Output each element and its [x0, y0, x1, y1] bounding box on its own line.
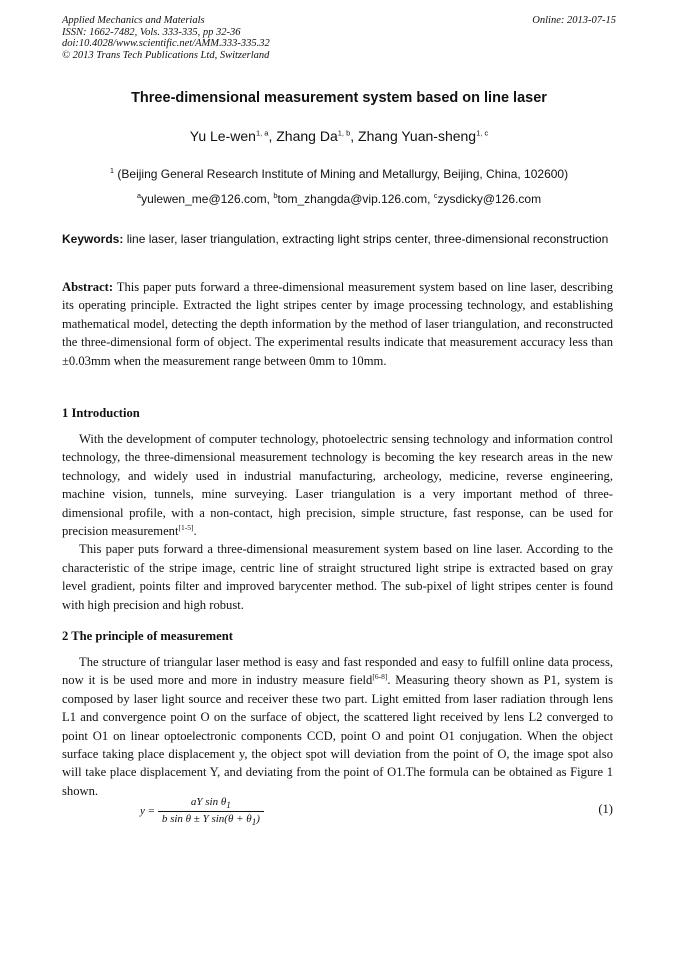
citation: [1-5] [178, 522, 194, 532]
numerator-sub: 1 [226, 800, 231, 811]
section-heading: 2 The principle of measurement [62, 629, 233, 643]
abstract-label: Abstract: [62, 280, 114, 294]
journal-header [62, 15, 270, 61]
author-sup: 1, a [255, 128, 269, 138]
equation-fraction [158, 796, 264, 827]
journal-name: Applied Mechanics and Materials [62, 15, 205, 26]
email-link[interactable]: tom_zhangda@vip.126.com [277, 192, 428, 206]
citation: [6-8] [372, 672, 388, 682]
paragraph [62, 430, 613, 540]
equation-denominator [158, 812, 264, 827]
paragraph-text: With the development of computer technology, photoelectric sensing technology and information control technology, the three-dimensional measurement technology is becoming the key research areas in the new technology, and widely used in industrial manufacturing, archeology, medicine, reverse engineering, machine vision, tunnels, mine surveying. Laser triangulation is a very important method of three-dimensional profile, with a non-contact, high precision, simple structure, fast response, can be used for precision measurement [62, 432, 613, 539]
abstract-text: This paper puts forward a three-dimensional measurement system based on line laser, describing its operating principle. Extracted the light stripes center by image processing technology, and establishing mathematical model, detecting the depth information by the method of laser triangulation, and reconstructed the three-dimensional form of object. The experimental results indicate that measurement accuracy less than ±0.03mm when the measurement range between 0mm to 10mm. [62, 280, 613, 368]
denominator-text: b sin θ ± Y sin(θ + θ [161, 813, 252, 826]
equation-number: (1) [598, 802, 613, 816]
numerator-text: aY sin θ [190, 796, 227, 808]
keywords-block [62, 230, 613, 248]
equation-lhs: y = [140, 805, 156, 818]
author-name: Zhang Yuan-sheng [358, 128, 477, 144]
email-sup: b [273, 191, 278, 200]
equation-numerator [158, 796, 264, 812]
author-sup: 1, b [337, 128, 351, 138]
affiliation-text: (Beijing General Research Institute of Mining and Metallurgy, Beijing, China, 102600) [117, 167, 569, 181]
paragraph-tail: . [193, 524, 197, 539]
author-sup: 1, c [476, 128, 489, 138]
affiliation-sup: 1 [109, 166, 115, 175]
doi-line: doi:10.4028/www.scientific.net/AMM.333-335.32 [62, 38, 270, 49]
author-list: Yu Le-wen$^{1, a}$, Zhang Da$^{1, b}$, Zhang Yuan-sheng$^{1, c}$ [189, 128, 489, 144]
email-link[interactable]: yulewen_me@126.com [141, 192, 267, 206]
author-name: Yu Le-wen [189, 128, 256, 144]
paragraph [62, 653, 613, 800]
email-sup: a [136, 191, 142, 200]
denominator-sub: 1 [251, 817, 257, 828]
author-name: Zhang Da [276, 128, 338, 144]
keywords-text: line laser, laser triangulation, extracting light strips center, three-dimensional reconstruction [126, 232, 609, 246]
paragraph-text: The structure of triangular laser method is easy and fast responded and easy to fulfill online data process, now it is be used more and more in industry measure field [62, 655, 613, 688]
section-body [62, 653, 613, 800]
email-link[interactable]: zysdicky@126.com [437, 192, 542, 206]
copyright-line: © 2013 Trans Tech Publications Ltd, Switzerland [62, 49, 270, 61]
affiliation [0, 167, 678, 181]
denominator-tail: ) [256, 813, 260, 826]
paragraph-tail: . Measuring theory shown as P1, system is composed by laser light source and receiver these two part. Light emitted from laser radiation through lens L1 and convergence point O on the surface of object, the scattered light received by lens L2 converged to point O1 on linear optoelectronic components CCD, point O and point O1 conjugation. When the object surface taking place displacement y, the object spot will deviation from the point of O, the image spot also will take place displacement Y, and deviating from the point of O1.The formula can be obtained as Figure 1 shown. [62, 673, 613, 798]
section-body [62, 430, 613, 614]
paragraph [62, 540, 613, 614]
email-list: $^a$yulewen_me@126.com, $^b$tom_zhangda@vip.126.com, $^c$zysdicky@126.com [136, 191, 542, 206]
email-sup: c [433, 191, 438, 200]
paragraph-text: This paper puts forward a three-dimensional measurement system based on line laser. According to the characteristic of the stripe image, centric line of straight structured light stripe is extracted based on gray level gradient, points filter and improved barycenter method. The sub-pixel of light stripes center is found with high precision and high robust. [62, 542, 613, 612]
keywords-label: Keywords: [62, 232, 124, 246]
issn-line: ISSN: 1662-7482, Vols. 333-335, pp 32-36 [62, 26, 241, 38]
abstract-block [62, 278, 613, 370]
equation-1 [140, 796, 264, 827]
paper-title: Three-dimensional measurement system based on line laser [131, 90, 547, 106]
online-date: Online: 2013-07-15 [532, 15, 616, 26]
section-heading: 1 Introduction [62, 406, 140, 420]
